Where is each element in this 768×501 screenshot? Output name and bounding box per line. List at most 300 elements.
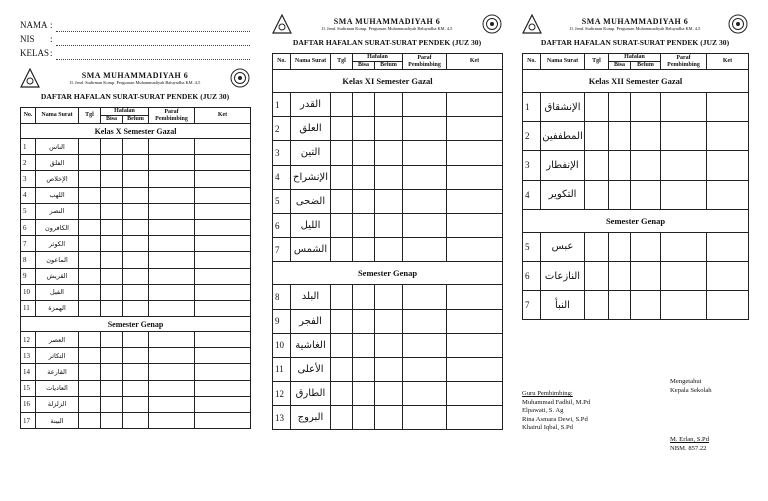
col-ket: Ket [195,108,251,124]
ket-cell[interactable] [447,165,503,189]
section-genap-label: Semester Genap [21,317,251,332]
document-title: DAFTAR HAFALAN SURAT-SURAT PENDEK (JUZ 30) [292,38,482,47]
date-cell[interactable] [79,171,101,187]
surah-name: الماعون [36,252,79,268]
paraf-cell[interactable] [149,348,195,364]
surah-name: الفيل [36,284,79,300]
row-number: 2 [273,117,291,141]
paraf-cell[interactable] [149,252,195,268]
belum-cell[interactable] [123,139,149,155]
ket-cell[interactable] [447,285,503,309]
bisa-cell[interactable] [101,380,123,396]
paraf-cell[interactable] [403,333,447,357]
paraf-cell[interactable] [149,364,195,380]
paraf-cell[interactable] [403,238,447,262]
ket-cell[interactable] [195,396,251,412]
paraf-cell[interactable] [149,332,195,348]
date-cell[interactable] [79,380,101,396]
table-row [21,396,251,412]
belum-cell[interactable] [123,380,149,396]
col-no: No. [523,54,541,70]
principal-sign [670,436,709,453]
date-cell[interactable] [79,268,101,284]
section-row [523,209,749,232]
col-ket: Ket [447,54,503,70]
paraf-cell[interactable] [149,413,195,429]
table-row [21,268,251,284]
bisa-cell[interactable] [101,187,123,203]
belum-cell[interactable] [123,203,149,219]
bisa-cell[interactable] [609,291,631,320]
bisa-cell[interactable] [101,300,123,316]
table-row [273,357,503,381]
surah-name: العلق [291,117,331,141]
table-row [523,232,749,261]
surah-name: الفلق [36,155,79,171]
belum-cell[interactable] [375,165,403,189]
document-title: DAFTAR HAFALAN SURAT-SURAT PENDEK (JUZ 30) [40,92,230,101]
bisa-cell[interactable] [609,122,631,151]
paraf-cell[interactable] [403,213,447,237]
paraf-cell[interactable] [403,285,447,309]
belum-cell[interactable] [123,171,149,187]
row-number: 9 [21,268,36,284]
bisa-cell[interactable] [353,117,375,141]
date-cell[interactable] [331,93,353,117]
date-cell[interactable] [79,155,101,171]
ket-cell[interactable] [195,187,251,203]
bisa-cell[interactable] [353,213,375,237]
memorization-table [272,53,503,430]
table-row [273,141,503,165]
belum-cell[interactable] [123,396,149,412]
table-row [21,252,251,268]
paraf-cell[interactable] [149,300,195,316]
ket-cell[interactable] [447,93,503,117]
belum-cell[interactable] [375,357,403,381]
col-paraf: Paraf Pembimbing [403,54,447,70]
table-row [21,171,251,187]
table-row [273,309,503,333]
table-row [21,236,251,252]
date-cell[interactable] [331,406,353,430]
ket-cell[interactable] [195,413,251,429]
belum-cell[interactable] [631,122,661,151]
belum-cell[interactable] [123,236,149,252]
ket-cell[interactable] [447,382,503,406]
date-cell[interactable] [585,93,609,122]
row-number: 6 [523,261,541,290]
belum-cell[interactable] [123,252,149,268]
school-seal-icon [728,14,748,34]
date-cell[interactable] [79,300,101,316]
bisa-cell[interactable] [101,364,123,380]
surah-name: المطففين [541,122,585,151]
col-hafalan: Hafalan [353,54,403,62]
bisa-cell[interactable] [353,141,375,165]
bisa-cell[interactable] [353,93,375,117]
paraf-cell[interactable] [403,406,447,430]
surah-name: الأعلى [291,357,331,381]
principal-name: M. Erlan, S.Pd [670,436,710,443]
paraf-cell[interactable] [403,93,447,117]
bisa-cell[interactable] [101,139,123,155]
row-number: 4 [273,165,291,189]
bisa-cell[interactable] [609,180,631,209]
date-cell[interactable] [331,382,353,406]
surah-name: العصر [36,332,79,348]
date-cell[interactable] [585,180,609,209]
col-ket: Ket [707,54,749,70]
ket-cell[interactable] [195,348,251,364]
paraf-cell[interactable] [403,117,447,141]
school-header [272,14,502,34]
row-number: 13 [273,406,291,430]
table-row [523,151,749,180]
belum-cell[interactable] [375,309,403,333]
paraf-cell[interactable] [661,151,707,180]
ket-cell[interactable] [195,252,251,268]
bisa-cell[interactable] [609,232,631,261]
paraf-cell[interactable] [403,141,447,165]
bisa-cell[interactable] [101,171,123,187]
paraf-cell[interactable] [149,139,195,155]
row-number: 12 [273,382,291,406]
surah-name: الإخلاص [36,171,79,187]
surah-name: اللهب [36,187,79,203]
table-row [21,348,251,364]
table-row [523,93,749,122]
row-number: 15 [21,380,36,396]
bisa-cell[interactable] [101,413,123,429]
table-row [21,380,251,396]
date-cell[interactable] [331,285,353,309]
col-name: Nama Surat [291,54,331,70]
belum-cell[interactable] [123,155,149,171]
col-belum: Belum [631,62,661,70]
ket-cell[interactable] [195,268,251,284]
table-row [273,93,503,117]
ket-cell[interactable] [195,284,251,300]
table-row [273,406,503,430]
bisa-cell[interactable] [101,252,123,268]
bisa-cell[interactable] [101,268,123,284]
col-name: Nama Surat [541,54,585,70]
bisa-cell[interactable] [609,261,631,290]
date-cell[interactable] [331,309,353,333]
ket-cell[interactable] [195,203,251,219]
belum-cell[interactable] [375,213,403,237]
memorization-table [20,107,251,429]
date-cell[interactable] [79,332,101,348]
belum-cell[interactable] [123,268,149,284]
belum-cell[interactable] [631,151,661,180]
col-hafalan: Hafalan [609,54,661,62]
ket-cell[interactable] [447,141,503,165]
belum-cell[interactable] [631,93,661,122]
paraf-cell[interactable] [403,189,447,213]
row-number: 7 [21,236,36,252]
bisa-cell[interactable] [353,406,375,430]
belum-cell[interactable] [123,348,149,364]
paraf-cell[interactable] [661,232,707,261]
paraf-cell[interactable] [661,93,707,122]
belum-cell[interactable] [631,261,661,290]
date-cell[interactable] [79,203,101,219]
school-header [20,68,250,88]
ket-cell[interactable] [707,291,749,320]
belum-cell[interactable] [375,382,403,406]
ket-cell[interactable] [195,364,251,380]
date-cell[interactable] [585,232,609,261]
date-cell[interactable] [79,236,101,252]
belum-cell[interactable] [123,413,149,429]
table-row [21,155,251,171]
paraf-cell[interactable] [403,357,447,381]
paraf-cell[interactable] [661,261,707,290]
surah-name: التين [291,141,331,165]
col-name: Nama Surat [36,108,79,124]
belum-cell[interactable] [631,291,661,320]
school-seal-icon [230,68,250,88]
paraf-cell[interactable] [149,268,195,284]
date-cell[interactable] [79,413,101,429]
row-number: 3 [21,171,36,187]
date-cell[interactable] [79,252,101,268]
nis-label: NIS [20,34,35,44]
bisa-cell[interactable] [353,238,375,262]
table-row [21,332,251,348]
school-address: Jl. Jend. Sudirman Komp. Perguruan Muhammadiyah Baluyudha KM. 4,5 [321,26,453,31]
bisa-cell[interactable] [101,348,123,364]
paraf-cell[interactable] [149,396,195,412]
belum-cell[interactable] [375,189,403,213]
belum-cell[interactable] [375,285,403,309]
paraf-cell[interactable] [149,155,195,171]
section-row [21,317,251,332]
row-number: 5 [523,232,541,261]
date-cell[interactable] [79,284,101,300]
bisa-cell[interactable] [101,396,123,412]
paraf-cell[interactable] [149,380,195,396]
ket-cell[interactable] [447,406,503,430]
bisa-cell[interactable] [353,357,375,381]
bisa-cell[interactable] [609,151,631,180]
paraf-cell[interactable] [149,284,195,300]
bisa-cell[interactable] [101,236,123,252]
ket-cell[interactable] [447,333,503,357]
col-bisa: Bisa [101,116,123,124]
ket-cell[interactable] [447,238,503,262]
ket-cell[interactable] [707,261,749,290]
date-cell[interactable] [585,261,609,290]
sheet-kelas-xi [272,0,502,430]
paraf-cell[interactable] [149,187,195,203]
surah-name: الإنشراح [291,165,331,189]
bisa-cell[interactable] [101,219,123,235]
belum-cell[interactable] [375,406,403,430]
table-body [523,70,749,320]
ket-cell[interactable] [195,219,251,235]
ket-cell[interactable] [195,171,251,187]
date-cell[interactable] [79,219,101,235]
date-cell[interactable] [585,291,609,320]
name-field[interactable] [56,21,250,32]
ket-cell[interactable] [195,380,251,396]
section-ganjil-label: Kelas X Semester Gazal [21,124,251,139]
paraf-cell[interactable] [149,171,195,187]
date-cell[interactable] [331,333,353,357]
guru-label: Guru Pembimbing: [522,390,573,397]
row-number: 6 [273,213,291,237]
date-cell[interactable] [331,238,353,262]
surah-name: الليل [291,213,331,237]
memorization-table [522,53,749,320]
surah-name: الناس [36,139,79,155]
col-date: Tgl [331,54,353,70]
bisa-cell[interactable] [609,93,631,122]
table-row [523,180,749,209]
date-cell[interactable] [585,122,609,151]
paraf-cell[interactable] [149,219,195,235]
ket-cell[interactable] [195,332,251,348]
date-cell[interactable] [331,165,353,189]
date-cell[interactable] [331,357,353,381]
ket-cell[interactable] [707,122,749,151]
bisa-cell[interactable] [101,332,123,348]
mengetahui-label: Mengetahui [670,378,702,385]
table-row [21,413,251,429]
belum-cell[interactable] [375,117,403,141]
ket-cell[interactable] [195,236,251,252]
principal-heading [670,378,712,395]
date-cell[interactable] [331,189,353,213]
col-paraf: Paraf Pembimbing [149,108,195,124]
date-cell[interactable] [79,187,101,203]
paraf-cell[interactable] [661,122,707,151]
belum-cell[interactable] [631,232,661,261]
date-cell[interactable] [585,151,609,180]
date-cell[interactable] [79,139,101,155]
belum-cell[interactable] [375,93,403,117]
belum-cell[interactable] [123,187,149,203]
table-row [523,291,749,320]
paraf-cell[interactable] [661,180,707,209]
belum-cell[interactable] [123,284,149,300]
ket-cell[interactable] [447,357,503,381]
bisa-cell[interactable] [353,189,375,213]
date-cell[interactable] [331,213,353,237]
col-bisa: Bisa [609,62,631,70]
belum-cell[interactable] [375,333,403,357]
ket-cell[interactable] [195,300,251,316]
belum-cell[interactable] [123,219,149,235]
date-cell[interactable] [331,141,353,165]
paraf-cell[interactable] [661,291,707,320]
col-bisa: Bisa [353,62,375,70]
school-name: SMA MUHAMMADIYAH 6 [581,17,689,26]
col-hafalan: Hafalan [101,108,149,116]
muhammadiyah-logo-icon [20,68,40,88]
muhammadiyah-logo-icon [522,14,542,34]
paraf-cell[interactable] [403,309,447,333]
ket-cell[interactable] [447,213,503,237]
bisa-cell[interactable] [353,165,375,189]
row-number: 6 [21,219,36,235]
ket-cell[interactable] [447,189,503,213]
class-field[interactable] [56,49,250,60]
section-ganjil-label: Kelas XI Semester Gazal [273,70,503,93]
row-number: 14 [21,364,36,380]
nis-field[interactable] [56,35,250,46]
ket-cell[interactable] [195,139,251,155]
table-row [21,139,251,155]
ket-cell[interactable] [707,232,749,261]
surah-name: القارعة [36,364,79,380]
belum-cell[interactable] [375,238,403,262]
paraf-cell[interactable] [403,382,447,406]
bisa-cell[interactable] [101,155,123,171]
table-row [523,261,749,290]
bisa-cell[interactable] [353,309,375,333]
bisa-cell[interactable] [353,382,375,406]
ket-cell[interactable] [195,155,251,171]
belum-cell[interactable] [123,364,149,380]
section-row [21,124,251,139]
date-cell[interactable] [79,364,101,380]
row-number: 7 [273,238,291,262]
col-no: No. [273,54,291,70]
bisa-cell[interactable] [353,285,375,309]
ket-cell[interactable] [447,309,503,333]
sheet-kelas-x [20,0,250,429]
bisa-cell[interactable] [353,333,375,357]
paraf-cell[interactable] [149,236,195,252]
row-number: 4 [523,180,541,209]
belum-cell[interactable] [123,332,149,348]
row-number: 1 [523,93,541,122]
school-name: SMA MUHAMMADIYAH 6 [333,17,441,26]
principal-nbm: NBM. 857.22 [670,444,707,452]
row-number: 12 [21,332,36,348]
ket-cell[interactable] [707,93,749,122]
bisa-cell[interactable] [101,203,123,219]
paraf-cell[interactable] [149,203,195,219]
ket-cell[interactable] [707,151,749,180]
ket-cell[interactable] [447,117,503,141]
bisa-cell[interactable] [101,284,123,300]
date-cell[interactable] [331,117,353,141]
date-cell[interactable] [79,348,101,364]
date-cell[interactable] [79,396,101,412]
belum-cell[interactable] [375,141,403,165]
ket-cell[interactable] [707,180,749,209]
surah-name: الفجر [291,309,331,333]
table-row [273,189,503,213]
belum-cell[interactable] [123,300,149,316]
row-number: 1 [21,139,36,155]
row-number: 3 [273,141,291,165]
row-number: 13 [21,348,36,364]
col-paraf: Paraf Pembimbing [661,54,707,70]
table-row [21,219,251,235]
section-genap-label: Semester Genap [273,262,503,285]
school-seal-icon [482,14,502,34]
paraf-cell[interactable] [403,165,447,189]
teacher-name: Elpawati, S. Ag [522,407,564,415]
table-row [273,238,503,262]
belum-cell[interactable] [631,180,661,209]
